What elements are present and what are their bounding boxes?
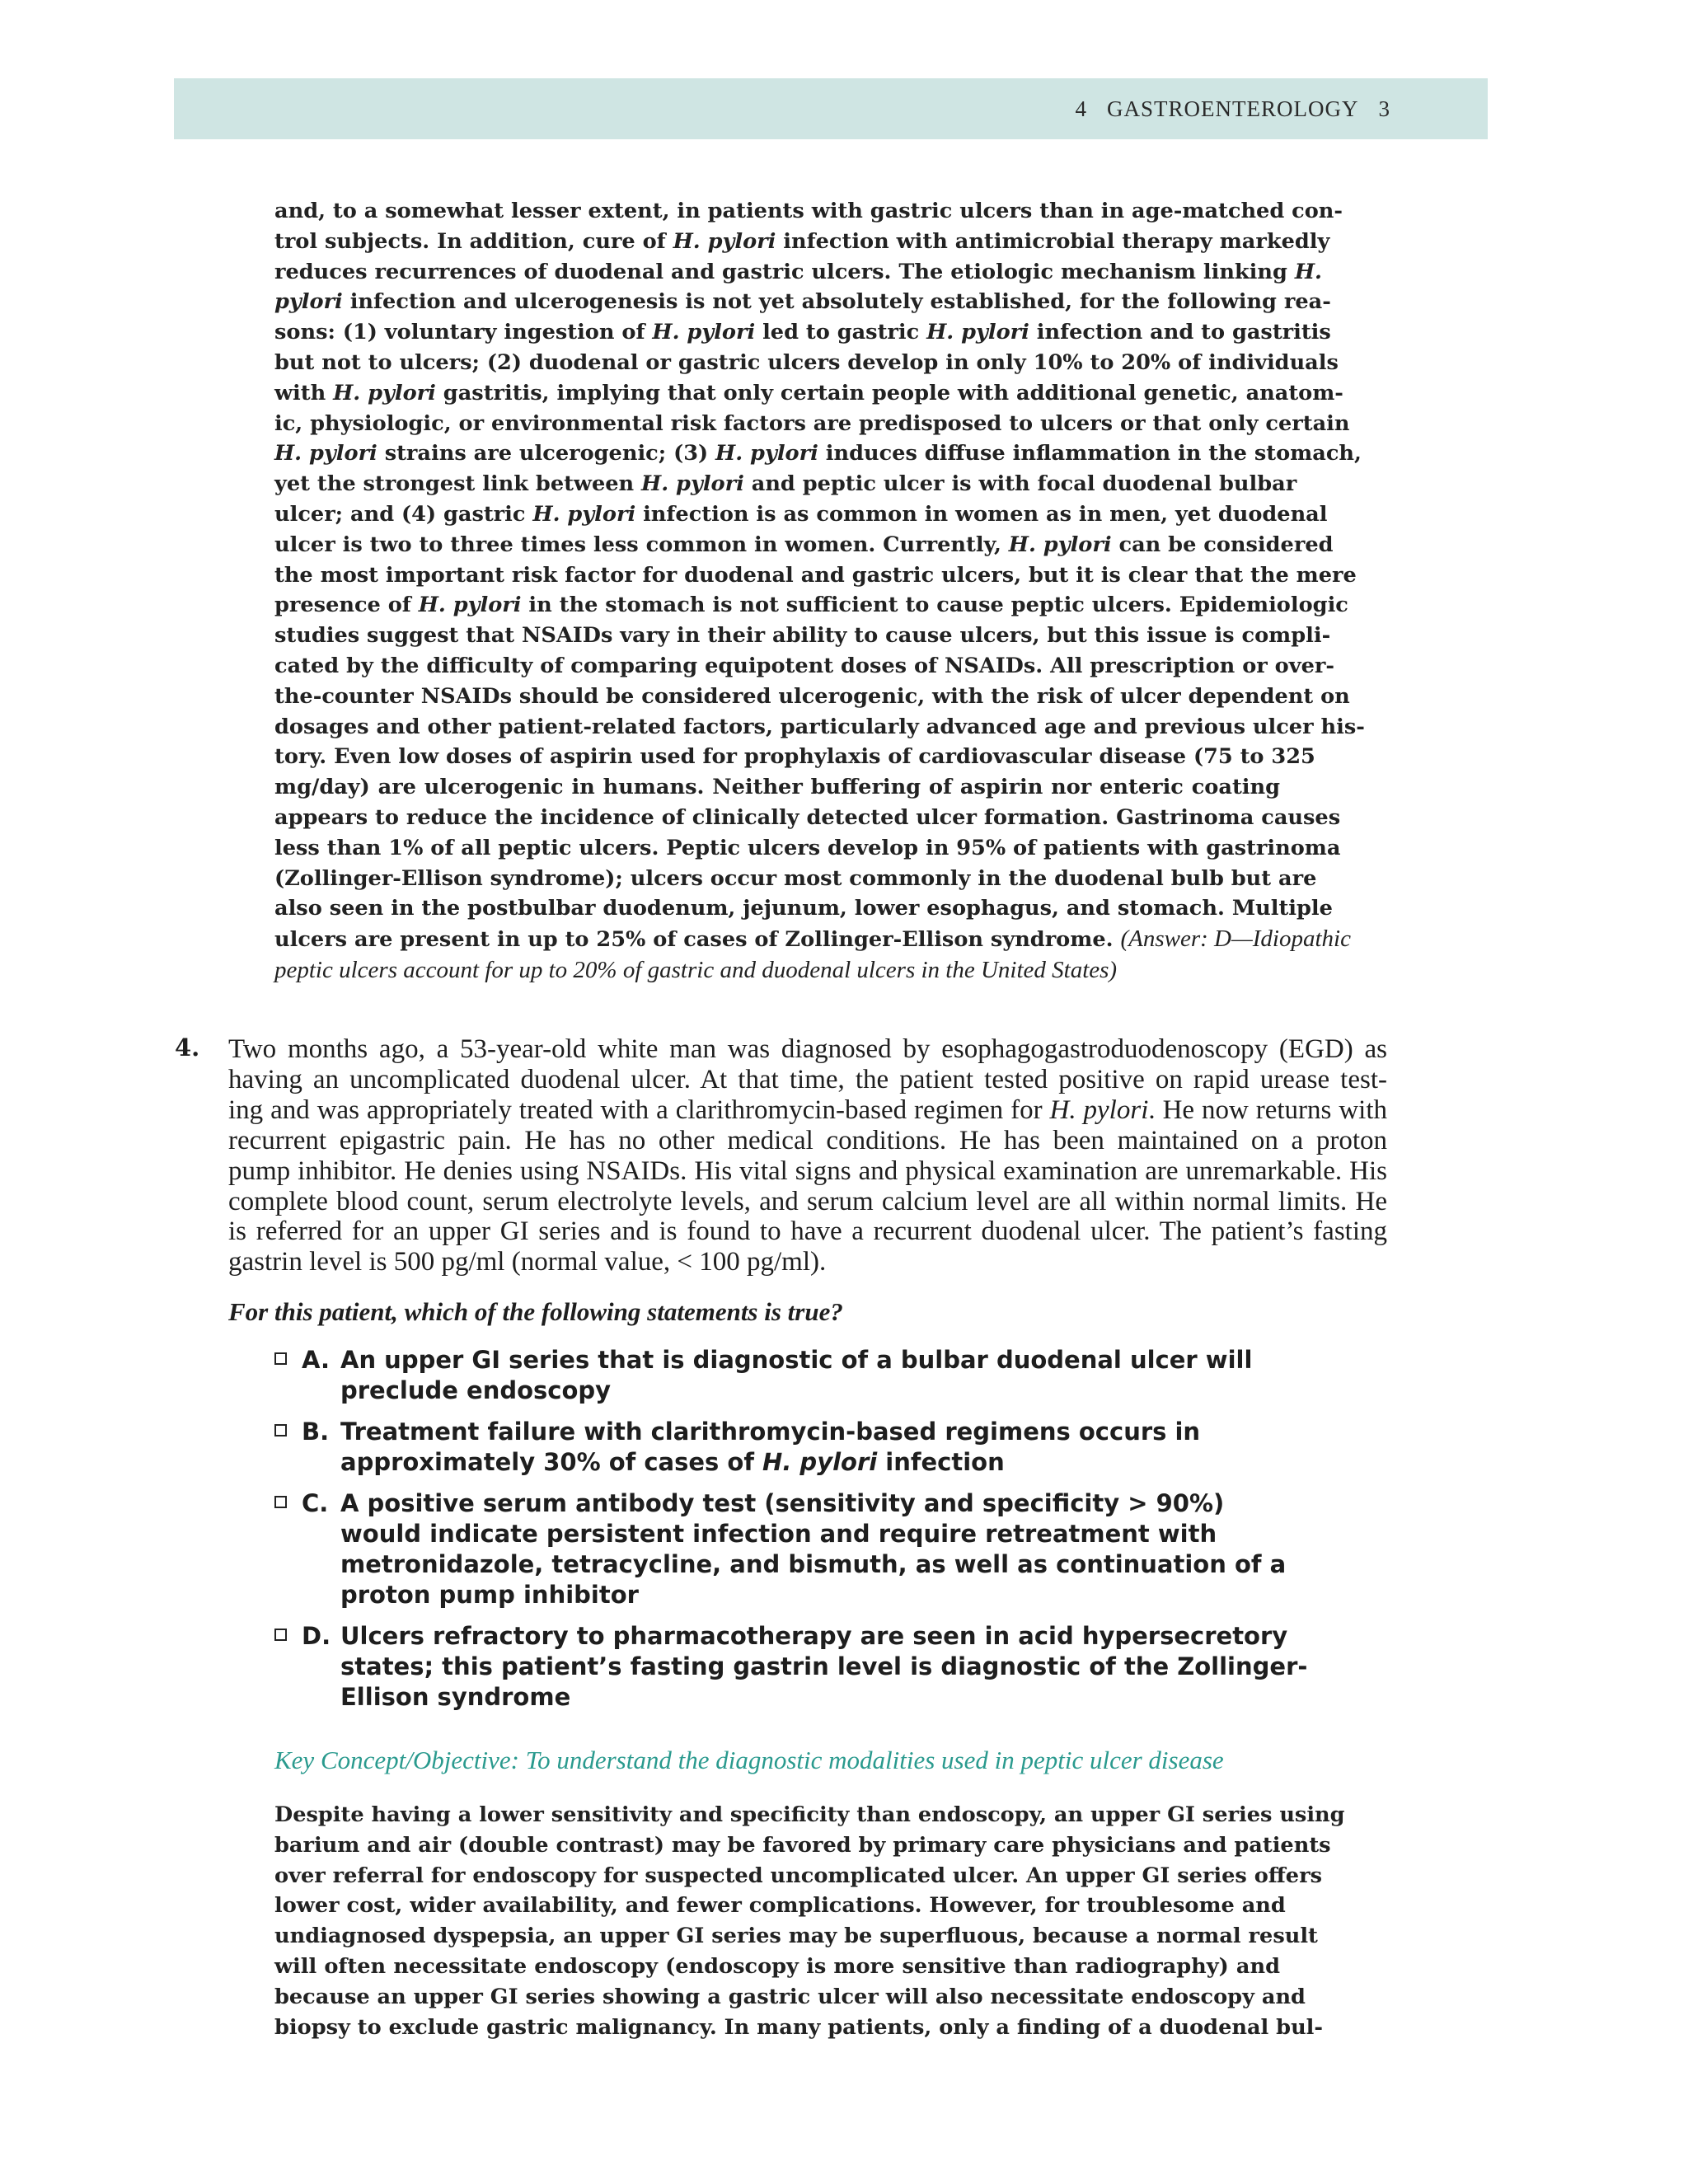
option-letter: C.	[302, 1489, 329, 1517]
stem-line: having an uncomplicated duodenal ulcer. At that time, the patient tested positive on rapid urease test-	[228, 1064, 1387, 1094]
explanation-line: tory. Even low doses of aspirin used for prophylaxis of cardiovascular disease (75 to 325	[274, 744, 1315, 770]
explanation-line: dosages and other patient-related factors, particularly advanced age and previous ulcer his-	[274, 714, 1365, 739]
answer-text-continued: peptic ulcers account for up to 20% of gastric and duodenal ulcers in the United States)	[274, 956, 1118, 983]
option-line: metronidazole, tetracycline, and bismuth, as well as continuation of a	[340, 1550, 1287, 1578]
stem-line: ing and was appropriately treated with a clarithromycin-based regimen for H. pylori. He now returns with	[228, 1094, 1387, 1125]
explanation-line: yet the strongest link between H. pylori and peptic ulcer is with focal duodenal bulbar	[274, 471, 1297, 497]
header-text	[1076, 96, 1391, 122]
explanation-line: reduces recurrences of duodenal and gastric ulcers. The etiologic mechanism linking H.	[274, 259, 1322, 284]
explanation-line: but not to ulcers; (2) duodenal or gastric ulcers develop in only 10% to 20% of individuals	[274, 349, 1339, 375]
option-letter: D.	[302, 1622, 331, 1650]
option-text	[340, 1417, 1200, 1478]
explanation-line: studies suggest that NSAIDs vary in their ability to cause ulcers, but this issue is compli-	[274, 623, 1331, 649]
explanation-line: ulcer; and (4) gastric H. pylori infection is as common in women as in men, yet duodenal	[274, 501, 1328, 527]
option-line: An upper GI series that is diagnostic of a bulbar duodenal ulcer will	[340, 1346, 1253, 1374]
answer-text: (Answer: D—Idiopathic	[1120, 926, 1351, 953]
explanation-bottom	[274, 1800, 1345, 2042]
explanation-line: with H. pylori gastritis, implying that only certain people with additional genetic, anatom-	[274, 380, 1343, 405]
explanation-line: less than 1% of all peptic ulcers. Peptic ulcers develop in 95% of patients with gastrinoma	[274, 835, 1341, 860]
explanation-line: H. pylori strains are ulcerogenic; (3) H. pylori induces diffuse inflammation in the stomach,	[274, 441, 1362, 466]
question-number: 4.	[175, 1033, 200, 1062]
option-text	[340, 1488, 1286, 1610]
explanation-line: presence of H. pylori in the stomach is not sufficient to cause peptic ulcers. Epidemiologic	[274, 593, 1348, 618]
explanation-line: ulcer is two to three times less common in women. Currently, H. pylori can be considered	[274, 532, 1334, 557]
explanation-line: will often necessitate endoscopy (endoscopy is more sensitive than radiography) and	[274, 1953, 1280, 1979]
question-stem	[228, 1034, 1387, 1277]
explanation-line: ic, physiologic, or environmental risk factors are predisposed to ulcers or that only certain	[274, 410, 1350, 436]
explanation-line: the-counter NSAIDs should be considered ulcerogenic, with the risk of ulcer dependent on	[274, 683, 1350, 709]
option-letter: B.	[302, 1418, 330, 1446]
explanation-line: barium and air (double contrast) may be favored by primary care physicians and patients	[274, 1832, 1331, 1858]
option-line: preclude endoscopy	[340, 1376, 612, 1404]
explanation-last-line	[274, 924, 1351, 955]
explanation-line: also seen in the postbulbar duodenum, jejunum, lower esophagus, and stomach. Multiple	[274, 896, 1333, 921]
explanation-line: mg/day) are ulcerogenic in humans. Neither buffering of aspirin nor enteric coating	[274, 775, 1280, 800]
explanation-line: trol subjects. In addition, cure of H. pylori infection with antimicrobial therapy markedly	[274, 228, 1330, 254]
option-line: proton pump inhibitor	[340, 1581, 639, 1609]
checkbox-icon[interactable]	[274, 1352, 287, 1365]
explanation-line: biopsy to exclude gastric malignancy. In many patients, only a finding of a duodenal bul-	[274, 2014, 1324, 2040]
option-text	[340, 1345, 1252, 1406]
explanation-line: and, to a somewhat lesser extent, in patients with gastric ulcers than in age-matched con-	[274, 199, 1343, 223]
checkbox-icon[interactable]	[274, 1629, 287, 1641]
explanation-line: Despite having a lower sensitivity and specificity than endoscopy, an upper GI series using	[274, 1802, 1345, 1827]
explanation-line: the most important risk factor for duodenal and gastric ulcers, but it is clear that the mere	[274, 562, 1357, 588]
option-letter: A.	[302, 1346, 330, 1374]
explanation-line: (Zollinger-Ellison syndrome); ulcers occur most commonly in the duodenal bulb but are	[274, 865, 1317, 891]
option-line: Ulcers refractory to pharmacotherapy are seen in acid hypersecretory	[340, 1622, 1288, 1650]
checkbox-icon[interactable]	[274, 1496, 287, 1508]
explanation-line: lower cost, wider availability, and fewer complications. However, for troublesome and	[274, 1893, 1286, 1919]
option-line: Ellison syndrome	[340, 1683, 571, 1711]
explanation-line: cated by the difficulty of comparing equipotent doses of NSAIDs. All prescription or over-	[274, 653, 1334, 678]
explanation-line: over referral for endoscopy for suspected uncomplicated ulcer. An upper GI series offers	[274, 1863, 1322, 1888]
option-line: states; this patient’s fasting gastrin level is diagnostic of the Zollinger-	[340, 1652, 1308, 1680]
stem-line: complete blood count, serum electrolyte levels, and serum calcium level are all within normal limits. He	[228, 1186, 1387, 1216]
option-line: Treatment failure with clarithromycin-based regimens occurs in	[340, 1418, 1201, 1446]
explanation-line: pylori infection and ulcerogenesis is not yet absolutely established, for the following rea-	[274, 289, 1331, 315]
key-concept: Key Concept/Objective: To understand the diagnostic modalities used in peptic ulcer disease	[274, 1746, 1224, 1774]
question-prompt: For this patient, which of the following statements is true?	[228, 1297, 843, 1326]
stem-line: Two months ago, a 53-year-old white man was diagnosed by esophagogastroduodenoscopy (EGD) as	[228, 1034, 1387, 1064]
explanation-line: undiagnosed dyspepsia, an upper GI series may be superfluous, because a normal result	[274, 1924, 1318, 1949]
explanation-top	[274, 196, 1365, 986]
stem-line: gastrin level is 500 pg/ml (normal value, < 100 pg/ml).	[228, 1247, 827, 1277]
page-number: 3	[1378, 96, 1390, 121]
stem-line: is referred for an upper GI series and is found to have a recurrent duodenal ulcer. The patient’s fasting	[228, 1216, 1387, 1247]
explanation-line: ulcers are present in up to 25% of cases of Zollinger-Ellison syndrome.	[274, 927, 1114, 953]
option-line: would indicate persistent infection and require retreatment with	[340, 1520, 1217, 1548]
stem-line: recurrent epigastric pain. He has no other medical conditions. He has been maintained on a proton	[228, 1125, 1387, 1155]
option-line: approximately 30% of cases of H. pylori infection	[340, 1448, 1005, 1476]
stem-line: pump inhibitor. He denies using NSAIDs. His vital signs and physical examination are unremarkable. His	[228, 1155, 1387, 1186]
explanation-line: appears to reduce the incidence of clinically detected ulcer formation. Gastrinoma causes	[274, 804, 1341, 830]
explanation-line: because an upper GI series showing a gastric ulcer will also necessitate endoscopy and	[274, 1984, 1306, 2009]
chapter-number: 4	[1075, 96, 1087, 121]
option-line: A positive serum antibody test (sensitivity and specificity > 90%)	[340, 1489, 1225, 1517]
running-header	[174, 78, 1488, 139]
checkbox-icon[interactable]	[274, 1424, 287, 1436]
explanation-line: sons: (1) voluntary ingestion of H. pylori led to gastric H. pylori infection and to gastritis	[274, 320, 1331, 345]
option-text	[340, 1621, 1307, 1713]
chapter-title: GASTROENTEROLOGY	[1107, 96, 1359, 121]
